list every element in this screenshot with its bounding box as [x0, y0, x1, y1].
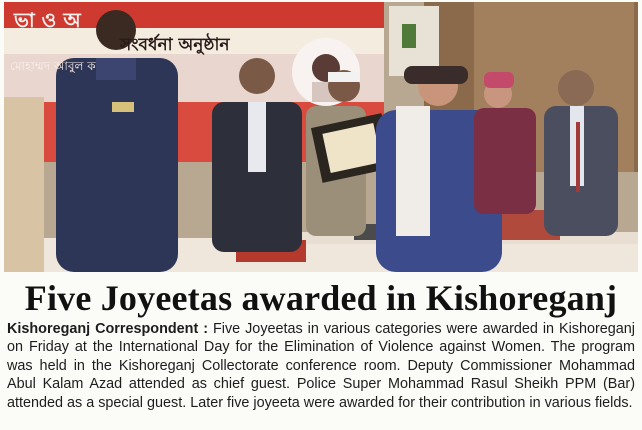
news-photo: [4, 2, 638, 272]
article-body-text: Five Joyeetas in various categories were awarded in Kishoreganj on Friday at the International Day for the Elimination of Violence against Women. The program was held in the Kishoreganj Collectorate conference room. Deputy Commissioner Mohammad Abul Kalam Azad attended as chief guest. Police Super Mohammad Rasul Sheikh PPM (Bar) attended as a special guest. Later five joyeeta were awarded for their contribution in various fields.: [7, 321, 635, 411]
article-byline: Kishoreganj Correspondent :: [7, 321, 209, 337]
article-headline: Five Joyeetas awarded in Kishoreganj: [24, 278, 618, 318]
article-body: [7, 320, 635, 412]
banner-line-2: সংবর্ধনা অনুষ্ঠান: [120, 35, 230, 55]
photo-illustration: [4, 2, 638, 272]
banner-line-1: ভা ও অ: [14, 8, 81, 32]
banner-line-3: মোহাম্মদ আবুল ক: [10, 59, 96, 73]
